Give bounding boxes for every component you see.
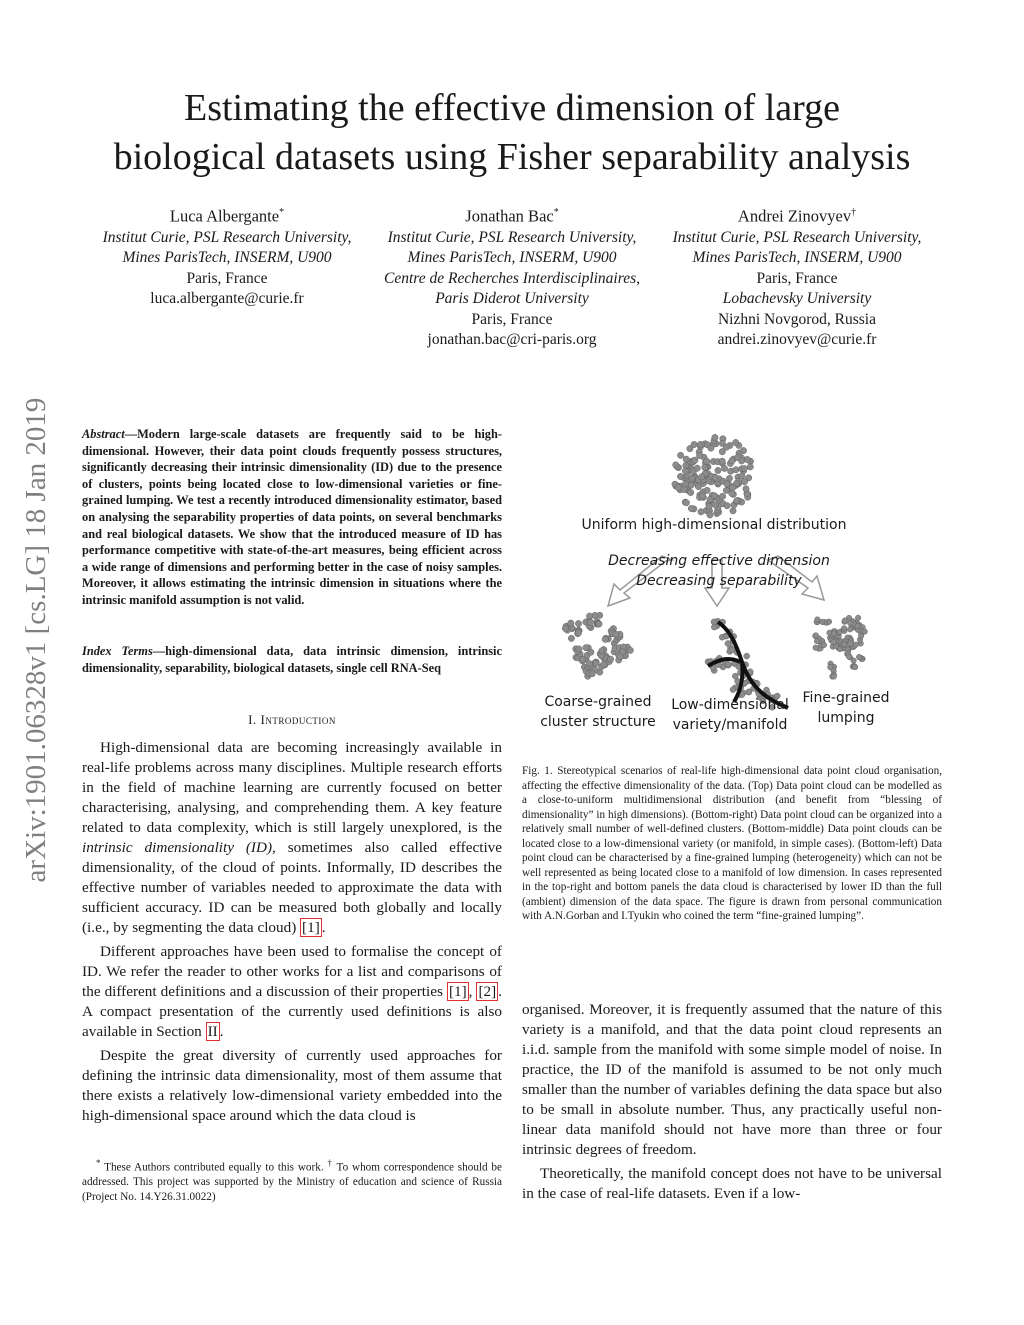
data-point [855, 623, 861, 629]
data-point [568, 635, 574, 641]
data-point [855, 615, 861, 621]
data-point [744, 653, 750, 659]
right-paragraph-2: Theoretically, the manifold concept does not have to be universal in the case of real-life datasets. Even if a low- [522, 1165, 942, 1202]
data-point [575, 630, 581, 636]
figure-mid-label-2: variety/manifold [672, 717, 788, 733]
data-point [689, 475, 695, 481]
data-point [813, 633, 819, 639]
data-point [589, 671, 595, 677]
data-point [732, 673, 738, 679]
data-point [586, 660, 592, 666]
data-point [741, 479, 747, 485]
data-point [725, 641, 731, 647]
data-point [698, 509, 704, 515]
abstract-label: Abstract [82, 427, 125, 441]
data-point [683, 456, 689, 462]
data-point [711, 493, 717, 499]
author-affiliation: Mines ParisTech, INSERM, U900 [122, 249, 332, 267]
data-point [704, 487, 710, 493]
figure-right-label-2: lumping [817, 710, 875, 726]
data-point [853, 642, 859, 648]
data-point [688, 489, 694, 495]
data-point [831, 674, 837, 680]
data-point [613, 631, 619, 637]
data-point [587, 619, 593, 625]
citation-link[interactable]: [1] [302, 919, 320, 936]
data-point [627, 647, 633, 653]
abstract [82, 426, 502, 609]
data-point [593, 660, 599, 666]
data-point [821, 642, 827, 648]
data-point [704, 458, 710, 464]
data-point [815, 617, 821, 623]
author-location: Nizhni Novgorod, Russia [717, 310, 876, 328]
data-point [699, 474, 705, 480]
author-block-3 [652, 202, 942, 351]
data-point [862, 629, 868, 635]
arxiv-identifier: arXiv:1901.06328v1 [cs.LG] 18 Jan 2019 [20, 397, 52, 883]
data-point [617, 653, 623, 659]
data-point [743, 486, 749, 492]
author-affiliation: Lobachevsky University [722, 290, 872, 308]
data-point [740, 447, 746, 453]
data-point [706, 503, 712, 509]
section-title: Introduction [260, 712, 336, 727]
data-point [831, 639, 837, 645]
author-email: jonathan.bac@cri-paris.org [427, 331, 597, 349]
author-name: Andrei Zinovyev† [737, 206, 857, 226]
clustered-point-cloud [562, 612, 633, 679]
figure-mid-label-1: Low-dimensional [671, 697, 789, 713]
data-point [708, 445, 714, 451]
data-point [724, 503, 730, 509]
data-point [576, 646, 582, 652]
data-point [744, 456, 750, 462]
right-paragraph-1: organised. Moreover, it is frequently assumed that the nature of this variety is a manifold, and that the data point cloud represents an i.i.d. sample from the manifold with some simple model of noise. In practice, the ID of the manifold is assumed to be not only much smaller than the number of variables defining the data space but also to be small in absolute number. Thus, any practically useful non-linear data manifold should not have more than three or four intrinsic degrees of freedom. [522, 1001, 942, 1158]
data-point [586, 613, 592, 619]
citation-link[interactable]: [2] [478, 983, 497, 1000]
data-point [729, 458, 735, 464]
data-point [734, 498, 740, 504]
data-point [846, 654, 852, 660]
data-point [719, 493, 725, 499]
data-point [579, 656, 585, 662]
data-point [724, 481, 730, 487]
data-point [711, 624, 717, 630]
intro-body [82, 738, 502, 1130]
author-block-1 [82, 202, 372, 310]
uniform-point-cloud [672, 434, 754, 518]
figure-left-label-1: Coarse-grained [544, 694, 652, 710]
data-point [596, 621, 602, 627]
figure-top-label: Uniform high-dimensional distribution [581, 517, 847, 533]
data-point [721, 465, 727, 471]
title-line-2: biological datasets using Fisher separability analysis [113, 136, 911, 178]
intro-paragraph-3: Despite the great diversity of currently used approaches for defining the intrinsic data dimensionality, most of them assume that there exists a relatively low-dimensional variety embedded into the high-dimensional space around which the data cloud is [82, 1047, 502, 1124]
data-point [602, 636, 608, 642]
data-point [814, 638, 820, 644]
data-point [583, 645, 589, 651]
author-affiliation: Institut Curie, PSL Research University, [102, 228, 352, 246]
section-number: I. [248, 712, 257, 727]
data-point [677, 452, 683, 458]
data-point [729, 490, 735, 496]
author-affiliation: Institut Curie, PSL Research University, [672, 228, 922, 246]
index-terms-text: —high-dimensional data, data intrinsic dimension, intrinsic dimensionality, separability, biological datasets, single cell RNA-Seq [82, 644, 502, 675]
data-point [852, 664, 858, 670]
right-column-body [522, 1000, 942, 1208]
data-point [568, 620, 574, 626]
index-terms-label: Index Terms [82, 644, 153, 658]
data-point [683, 500, 689, 506]
section-link[interactable]: II [207, 1023, 218, 1040]
data-point [733, 439, 739, 445]
data-point [681, 486, 687, 492]
data-point [856, 654, 862, 660]
data-point [702, 464, 708, 470]
data-point [842, 618, 848, 624]
data-point [746, 689, 752, 695]
data-point [696, 452, 702, 458]
author-name: Luca Albergante* [169, 206, 285, 226]
paper-title [40, 84, 984, 182]
index-terms [82, 643, 502, 676]
data-point [730, 508, 736, 514]
citation-link[interactable]: [1] [448, 983, 467, 1000]
author-name: Jonathan Bac* [465, 206, 559, 226]
data-point [688, 505, 694, 511]
author-affiliation: Mines ParisTech, INSERM, U900 [407, 249, 617, 267]
abstract-text: —Modern large-scale datasets are frequently said to be high-dimensional. However, their data point clouds frequently possess structures, significantly decreasing their intrinsic dimensionality (ID) due to the presence of clusters, points being located close to low-dimensional varieties or fine-grained lumping. We test a recently introduced dimensionality estimator, based on analysing the separability properties of data points, on several benchmarks and real biological datasets. We show that the introduced measure of ID has performance competitive with state-of-the-art measures, being efficient across a wide range of dimensions and performing better in the case of noisy samples. Moreover, it allows estimating the intrinsic dimension in situations where the intrinsic manifold assumption is not valid. [82, 427, 502, 607]
section-heading [82, 712, 502, 728]
data-point [682, 468, 688, 474]
author-affiliation: Paris Diderot University [435, 290, 589, 308]
data-point [741, 465, 747, 471]
author-affiliation: Mines ParisTech, INSERM, U900 [692, 249, 902, 267]
data-point [588, 649, 594, 655]
figure-mid-line-1: Decreasing effective dimension [608, 553, 830, 569]
data-point [562, 625, 568, 631]
data-point [723, 444, 729, 450]
data-point [712, 502, 718, 508]
figure-mid-line-2: Decreasing separability [636, 573, 802, 589]
author-location: Paris, France [186, 269, 268, 287]
figure-caption: Fig. 1. Stereotypical scenarios of real-life high-dimensional data point cloud organisation, affecting the effective dimensionality of the data. (Top) Data point cloud can be modelled as a close-to-uniform multidimensional distribution (and benefit from “blessing of dimensionality” in high dimensions). (Bottom-right) Data point cloud can be organized into a relatively small number of well-defined clusters. (Bottom-middle) Data point clouds can be located close to a low-dimensional variety (or manifold, in simple cases). (Bottom-left) Data point cloud can be characterised by a fine-grained lumping (heterogeneity) which can not be well represented as being located close to a manifold of low dimension. In cases represented in the top-right and bottom panels the data cloud is characterised by lower ID than the full (ambient) dimension of the data space. The figure is drawn from personal communication with A.N.Gorban and I.Tyukin who coined the term “fine-grained lumping”. [522, 765, 942, 922]
author-email: andrei.zinovyev@curie.fr [717, 331, 877, 349]
data-point [847, 627, 853, 633]
intro-paragraph-2: Different approaches have been used to formalise the concept of ID. We refer the reader to other works for a list and comparisons of the different definitions and a discussion of their properties [1] , [2] . A compact presentation of the currently used definitions is also available in Section II . [82, 943, 502, 1040]
data-point [695, 483, 701, 489]
data-point [575, 620, 581, 626]
data-point [725, 661, 731, 667]
data-point [712, 475, 718, 481]
intro-paragraph-1: High-dimensional data are becoming increasingly available in real-life problems across many disciplines. Multiple research efforts in the field of machine learning are currently focused on better characterising, analysing, and comprehending them. A key feature related to data complexity, which is still largely unexplored, is the intrinsic dimensionality (ID), sometimes also called effective dimensionality, of the cloud of points. Informally, ID describes the effective number of variables needed to approximate the data with sufficient accuracy. ID can be measured both globally and locally (i.e., by segmenting the data cloud) [1] . [82, 739, 502, 936]
data-point [733, 467, 739, 473]
data-point [715, 467, 721, 473]
data-point [841, 626, 847, 632]
data-point [712, 434, 718, 440]
data-point [687, 445, 693, 451]
title-line-1: Estimating the effective dimension of large [183, 87, 841, 129]
data-point [719, 458, 725, 464]
data-point [747, 464, 753, 470]
data-point [607, 656, 613, 662]
figure-1 [522, 430, 942, 750]
data-point [599, 648, 605, 654]
data-point [673, 462, 679, 468]
data-point [739, 473, 745, 479]
data-point [730, 687, 736, 693]
figure-illustration [522, 430, 942, 750]
data-point [694, 465, 700, 471]
footnote: * These Authors contributed equally to this work. † To whom correspondence should be addressed. This project was supported by the Ministry of education and science of Russia (Project No. 14.Y26.31.0022) [82, 1158, 502, 1203]
author-location: Paris, France [756, 269, 838, 287]
lumped-point-cloud [813, 615, 868, 679]
author-block-2 [367, 202, 657, 351]
data-point [841, 641, 847, 647]
data-point [729, 647, 735, 653]
author-affiliation: Institut Curie, PSL Research University, [387, 228, 637, 246]
author-affiliation: Centre de Recherches Interdisciplinaires, [384, 269, 640, 287]
author-location: Paris, France [471, 310, 553, 328]
figure-right-label-1: Fine-grained [802, 690, 890, 706]
data-point [848, 641, 854, 647]
data-point [730, 484, 736, 490]
data-point [677, 473, 683, 479]
data-point [848, 620, 854, 626]
data-point [813, 645, 819, 651]
data-point [738, 458, 744, 464]
data-point [688, 482, 694, 488]
figure-left-label-2: cluster structure [540, 714, 656, 730]
data-point [692, 457, 698, 463]
author-email: luca.albergante@curie.fr [150, 290, 304, 308]
data-point [699, 493, 705, 499]
